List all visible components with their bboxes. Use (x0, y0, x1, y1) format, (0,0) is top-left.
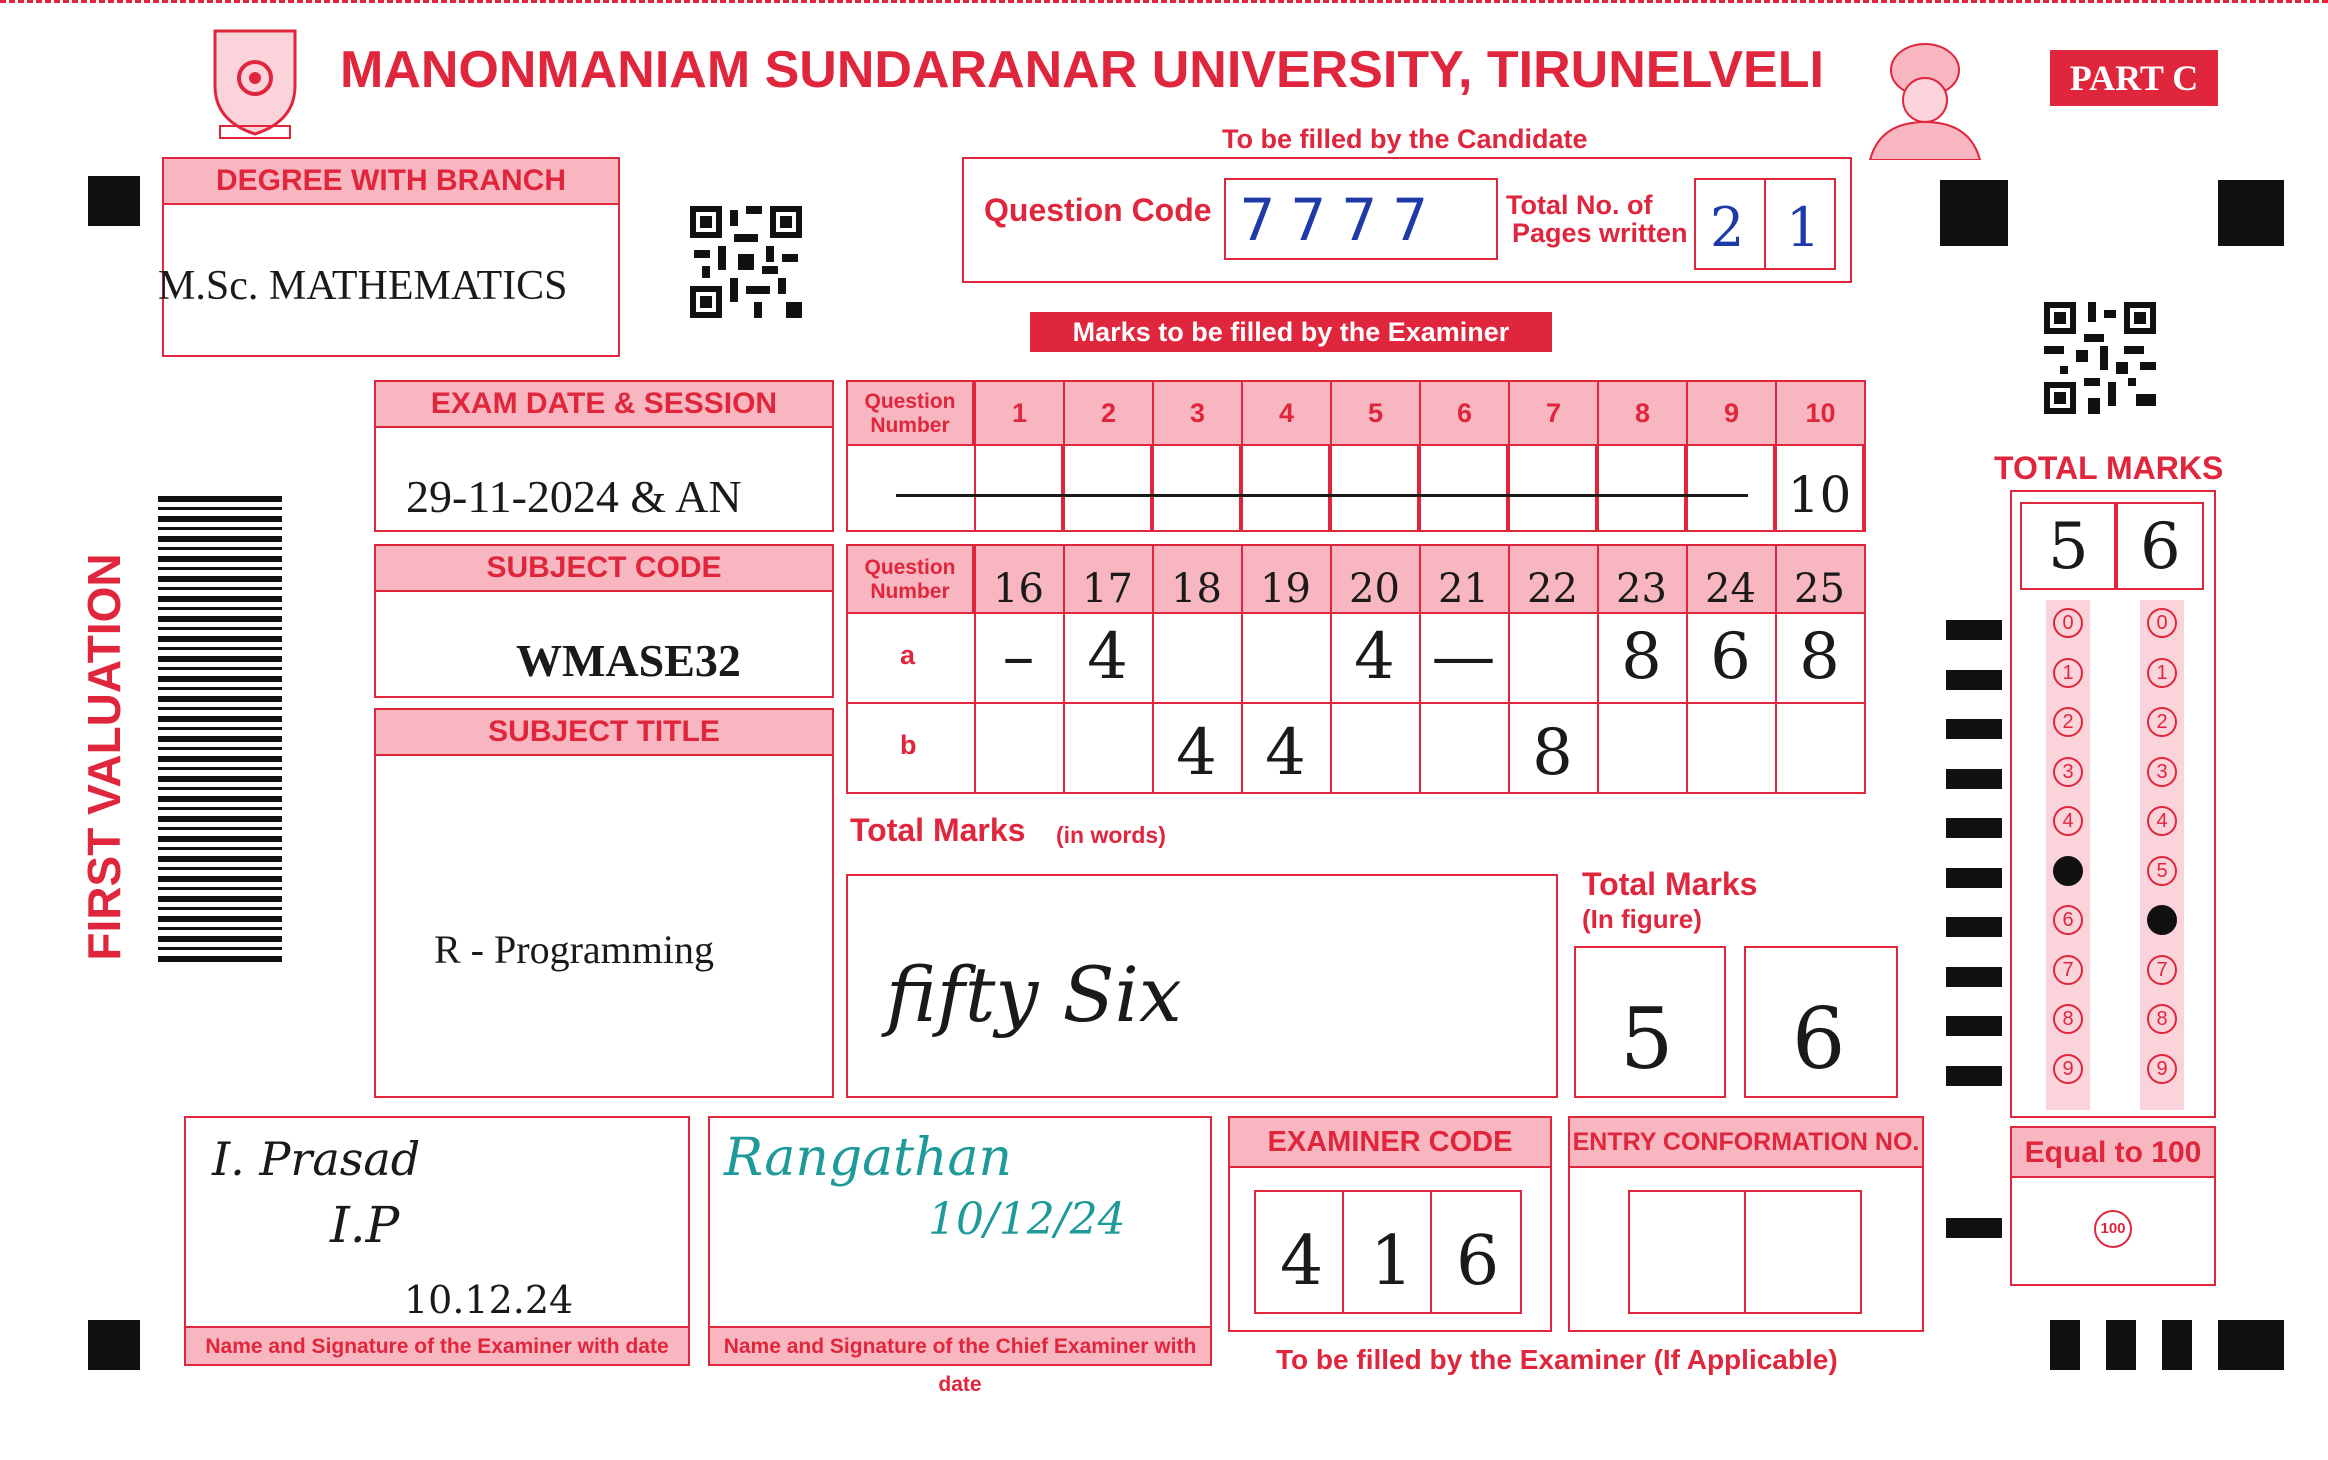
bubble-col2-9[interactable]: 9 (2147, 1054, 2177, 1084)
subject-title-box (374, 708, 834, 1098)
grid-top-mark-10: 10 (1787, 466, 1852, 524)
bubble-col1-4[interactable]: 4 (2053, 806, 2083, 836)
bubble-col2-5[interactable]: 5 (2147, 856, 2177, 886)
barcode (158, 496, 282, 966)
subject-code-label: SUBJECT CODE (376, 546, 832, 592)
grid-bottom-row-b-label: b (900, 730, 917, 760)
examiner-if-applicable: To be filled by the Examiner (If Applicable) (1276, 1344, 1838, 1375)
degree-label: DEGREE WITH BRANCH (164, 159, 618, 205)
subject-code-value: WMASE32 (516, 635, 741, 686)
examiner-code-digit-1: 4 (1280, 1222, 1324, 1301)
bubble-col1-0[interactable]: 0 (2053, 608, 2083, 638)
grid-top-mark-cell-1 (974, 444, 1063, 532)
examiner-code-label: EXAMINER CODE (1230, 1118, 1550, 1168)
grid-top-header-label: Question Number (848, 382, 974, 446)
grid-bottom-header-label: Question Number (848, 546, 974, 614)
bubble-col1-6[interactable]: 6 (2053, 905, 2083, 935)
grid-top-qnum-10: 10 (1775, 382, 1864, 446)
grid-top-qnum-6: 6 (1419, 382, 1508, 446)
part-badge (2050, 50, 2218, 106)
examiner-signature-line1: I. Prasad (212, 1132, 421, 1186)
grid-bottom-qnum-hw-24: 24 (1705, 566, 1756, 612)
part-label: PART C (2069, 58, 2199, 98)
total-words-value: fifty Six (886, 950, 1182, 1039)
examiner-signature-caption: Name and Signature of the Examiner with date (186, 1326, 688, 1364)
grid-top-mark-cell-5 (1330, 444, 1419, 532)
equal-100-box (2010, 1126, 2216, 1286)
chief-signature-caption: Name and Signature of the Chief Examiner with date (710, 1326, 1210, 1364)
grid-bottom-b-22: 8 (1532, 716, 1573, 790)
chief-signature-line1: Rangathan (724, 1128, 1013, 1188)
timing-mark-4 (1946, 769, 2002, 789)
grid-bottom-a-17: 4 (1087, 620, 1128, 694)
grid-bottom-a-20: 4 (1354, 620, 1395, 694)
grid-top-qnum-9: 9 (1686, 382, 1775, 446)
entry-conformation-cell-2[interactable] (1744, 1190, 1862, 1314)
reg-mark-tr1 (1940, 180, 2008, 246)
bubble-col2-8[interactable]: 8 (2147, 1004, 2177, 1034)
reg-mark-br3 (2162, 1320, 2192, 1370)
examiner-code-digit-2: 1 (1370, 1222, 1414, 1301)
grid-bottom-qnum-hw-21: 21 (1438, 566, 1489, 612)
grid-bottom-qnum-hw-17: 17 (1082, 566, 1133, 612)
reg-mark-tl (88, 176, 140, 226)
degree-box (162, 157, 620, 357)
qr-code-2 (2042, 302, 2158, 414)
total-marks-digit-1: 5 (2048, 510, 2089, 584)
total-figure-digit-2: 6 (1792, 990, 1846, 1088)
bubble-col2-2[interactable]: 2 (2147, 707, 2177, 737)
founder-portrait (1860, 30, 1990, 160)
grid-bottom-b-19: 4 (1265, 716, 1306, 790)
bubble-col2-6[interactable]: 6 (2147, 905, 2177, 935)
grid-top-mark-cell-4 (1241, 444, 1330, 532)
bubble-col2-4[interactable]: 4 (2147, 806, 2177, 836)
examiner-banner-text: Marks to be filled by the Examiner (1072, 317, 1510, 347)
grid-bottom-qnum-hw-25: 25 (1794, 566, 1845, 612)
pages-digit-1: 2 (1710, 196, 1745, 259)
pages-label-line1: Total No. of (1506, 190, 1653, 220)
grid-top-mark-cell-6 (1419, 444, 1508, 532)
grid-bottom-qnum-hw-18: 18 (1171, 566, 1222, 612)
pages-label-line2: Pages written (1512, 218, 1688, 248)
grid-top-qnum-1: 1 (974, 382, 1063, 446)
grid-bottom-qnum-hw-20: 20 (1349, 566, 1400, 612)
bubble-col1-8[interactable]: 8 (2053, 1004, 2083, 1034)
pages-digit-2: 1 (1786, 196, 1821, 259)
chief-signature-date: 10/12/24 (928, 1194, 1126, 1245)
grid-top-qnum-8: 8 (1597, 382, 1686, 446)
grid-top-qnum-2: 2 (1063, 382, 1152, 446)
examiner-banner (1030, 312, 1552, 352)
bubble-col1-1[interactable]: 1 (2053, 658, 2083, 688)
grid-top-mark-cell-8 (1597, 444, 1686, 532)
grid-top-mark-cell-7 (1508, 444, 1597, 532)
timing-mark-6 (1946, 868, 2002, 888)
grid-bottom-qnum-hw-23: 23 (1616, 566, 1667, 612)
grid-bottom-b-18: 4 (1176, 716, 1217, 790)
timing-mark-2 (1946, 670, 2002, 690)
timing-mark-1 (1946, 620, 2002, 640)
reg-mark-br1 (2050, 1320, 2080, 1370)
timing-mark-9 (1946, 1016, 2002, 1036)
total-words-sublabel: (in words) (1056, 822, 1166, 848)
exam-date-label: EXAM DATE & SESSION (376, 382, 832, 428)
subject-title-value: R - Programming (434, 927, 714, 972)
timing-mark-100 (1946, 1218, 2002, 1238)
grid-bottom-qnum-hw-16: 16 (993, 566, 1044, 612)
total-words-label: Total Marks (850, 812, 1026, 848)
question-code-value: 7777 (1240, 186, 1444, 254)
timing-mark-5 (1946, 818, 2002, 838)
grid-bottom-a-16: – (1002, 620, 1035, 694)
total-figure-label: Total Marks (1582, 866, 1758, 902)
total-figure-sublabel: (In figure) (1582, 904, 1702, 934)
university-name: MANONMANIAM SUNDARANAR UNIVERSITY, TIRUNELVELI (340, 41, 1824, 99)
grid-bottom-a-25: 8 (1799, 620, 1840, 694)
bubble-col1-2[interactable]: 2 (2053, 707, 2083, 737)
reg-mark-br2 (2106, 1320, 2136, 1370)
grid-top-qnum-4: 4 (1241, 382, 1330, 446)
total-marks-digit-2: 6 (2140, 510, 2181, 584)
question-code-label: Question Code (984, 192, 1212, 228)
timing-mark-3 (1946, 719, 2002, 739)
grid-top-qnum-3: 3 (1152, 382, 1241, 446)
grid-top-mark-cell-9 (1686, 444, 1775, 532)
entry-conformation-cell-1[interactable] (1628, 1190, 1746, 1314)
reg-mark-bl (88, 1320, 140, 1370)
bubble-col2-7[interactable]: 7 (2147, 955, 2177, 985)
total-figure-digit-1: 5 (1620, 990, 1674, 1088)
qr-code-1 (690, 206, 802, 318)
grid-bottom-a-23: 8 (1621, 620, 1662, 694)
filled-by-candidate: To be filled by the Candidate (1222, 124, 1588, 154)
grid-top-mark-cell-3 (1152, 444, 1241, 532)
grid-top-qnum-7: 7 (1508, 382, 1597, 446)
grid-top-strike-line (896, 494, 1748, 497)
first-valuation-label: FIRST VALUATION (78, 553, 130, 961)
total-marks-panel-label: TOTAL MARKS (1994, 450, 2224, 486)
examiner-signature-line2: I.P (330, 1196, 400, 1254)
subject-title-label: SUBJECT TITLE (376, 710, 832, 756)
exam-date-value: 29-11-2024 & AN (406, 471, 742, 522)
grid-top-qnum-5: 5 (1330, 382, 1419, 446)
bubble-col2-0[interactable]: 0 (2147, 608, 2177, 638)
grid-bottom-qnum-hw-19: 19 (1260, 566, 1311, 612)
grid-bottom-row-a-label: a (900, 640, 916, 670)
examiner-code-digit-3: 6 (1456, 1222, 1500, 1301)
bubble-col2-1[interactable]: 1 (2147, 658, 2177, 688)
entry-conformation-label: ENTRY CONFORMATION NO. (1570, 1118, 1922, 1168)
university-logo (210, 26, 300, 142)
bubble-col1-5[interactable]: 5 (2053, 856, 2083, 886)
reg-mark-br4 (2218, 1320, 2284, 1370)
grid-bottom-a-24: 6 (1710, 620, 1751, 694)
examiner-signature-date: 10.12.24 (404, 1278, 574, 1322)
degree-value: M.Sc. MATHEMATICS (158, 263, 568, 309)
timing-mark-8 (1946, 967, 2002, 987)
equal-100-label: Equal to 100 (2012, 1128, 2214, 1178)
bubble-col1-9[interactable]: 9 (2053, 1054, 2083, 1084)
reg-mark-tr2 (2218, 180, 2284, 246)
grid-bottom-row-divider (848, 702, 1864, 704)
grid-bottom-a-21: — (1431, 620, 1496, 694)
top-dashed-edge (0, 0, 2328, 7)
timing-mark-7 (1946, 917, 2002, 937)
bubble-100[interactable]: 100 (2094, 1210, 2132, 1248)
timing-mark-10 (1946, 1066, 2002, 1086)
bubble-col1-3[interactable]: 3 (2053, 757, 2083, 787)
grid-top-mark-cell-2 (1063, 444, 1152, 532)
bubble-col1-7[interactable]: 7 (2053, 955, 2083, 985)
bubble-col2-3[interactable]: 3 (2147, 757, 2177, 787)
grid-bottom-qnum-hw-22: 22 (1527, 566, 1578, 612)
